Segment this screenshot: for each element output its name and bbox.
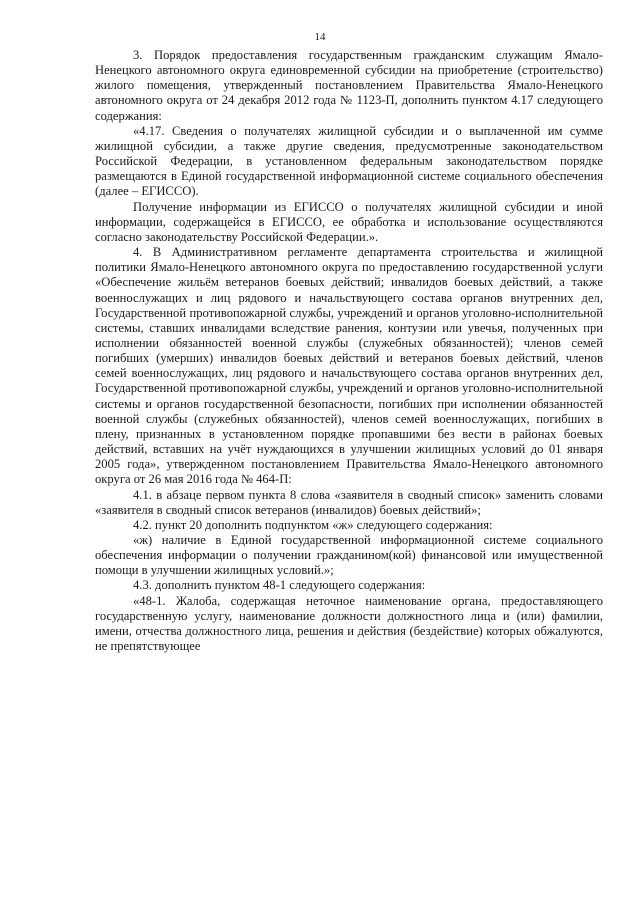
paragraph-3: 3. Порядок предоставления государственным гражданским служащим Ямало-Ненецкого автономного округа единовременной субсидии на приобретение (строительство) жилого помещения, утвержденный постановлением Правительства Ямало-Ненецкого автономного округа от 24 декабря 2012 года № 1123-П, дополнить пунктом 4.17 следующего содержания: [95, 48, 603, 123]
paragraph-4-2: 4.2. пункт 20 дополнить подпунктом «ж» следующего содержания: [133, 517, 493, 532]
paragraph-4-3: 4.3. дополнить пунктом 48-1 следующего содержания: [133, 578, 426, 593]
paragraph-egisso-info: Получение информации из ЕГИССО о получателях жилищной субсидии и иной информации, содержащейся в ЕГИССО, ее обработка и использование осуществляются согласно законодательству Российской Федерации.». [95, 199, 603, 244]
document-body [95, 48, 603, 654]
page-number: 14 [314, 31, 326, 43]
paragraph-4: 4. В Административном регламенте департамента строительства и жилищной политики Ямало-Ненецкого автономного округа по предоставлению государственной услуги «Обеспечение жильём ветеранов боевых действий; инвалидов боевых действий, а также военнослужащих и лиц рядового и начальствующего состава органов внутренних дел, Государственной противопожарной службы, учреждений и органов уголовно-исполнительной системы, ставших инвалидами вследствие ранения, контузии или увечья, полученных при исполнении обязанностей военной службы (служебных обязанностей); членов семей погибших (умерших) инвалидов боевых действий и ветеранов боевых действий, членов семей военнослужащих, лиц рядового и начальствующего состава органов внутренних дел, Государственной противопожарной службы, учреждений и органов уголовно-исполнительной системы и органов государственной безопасности, погибших при исполнении обязанностей военной службы (служебных обязанностей), членов семей военнослужащих, погибших в плену, признанных в установленном порядке пропавшими без вести в районах боевых действий, вставших на учёт нуждающихся в улучшении жилищных условий до 01 января 2005 года», утвержденном постановлением Правительства Ямало-Ненецкого автономного округа от 26 мая 2016 года № 464-П: [95, 245, 603, 487]
paragraph-48-1: «48-1. Жалоба, содержащая неточное наименование органа, предоставляющего государственную услугу, наименование должности должностного лица и (или) фамилии, имени, отчества должностного лица, решения и действия (бездействие) которых обжалуются, не препятствующее [95, 593, 603, 654]
paragraph-4-1: 4.1. в абзаце первом пункта 8 слова «заявителя в сводный список» заменить словами «заявителя в сводный список ветеранов (инвалидов) боевых действий»; [95, 487, 603, 517]
paragraph-subpoint-zh: «ж) наличие в Единой государственной информационной системе социального обеспечения информации о получении гражданином(кой) финансовой или имущественной помощи в улучшении жилищных условий.»; [95, 533, 603, 578]
paragraph-4-17: «4.17. Сведения о получателях жилищной субсидии и о выплаченной им сумме жилищной субсидии, а также другие сведения, предусмотренные законодательством Российской Федерации, в установленном федеральным законодательством порядке размещаются в Единой государственной информационной системе социального обеспечения (далее – ЕГИССО). [95, 123, 603, 199]
